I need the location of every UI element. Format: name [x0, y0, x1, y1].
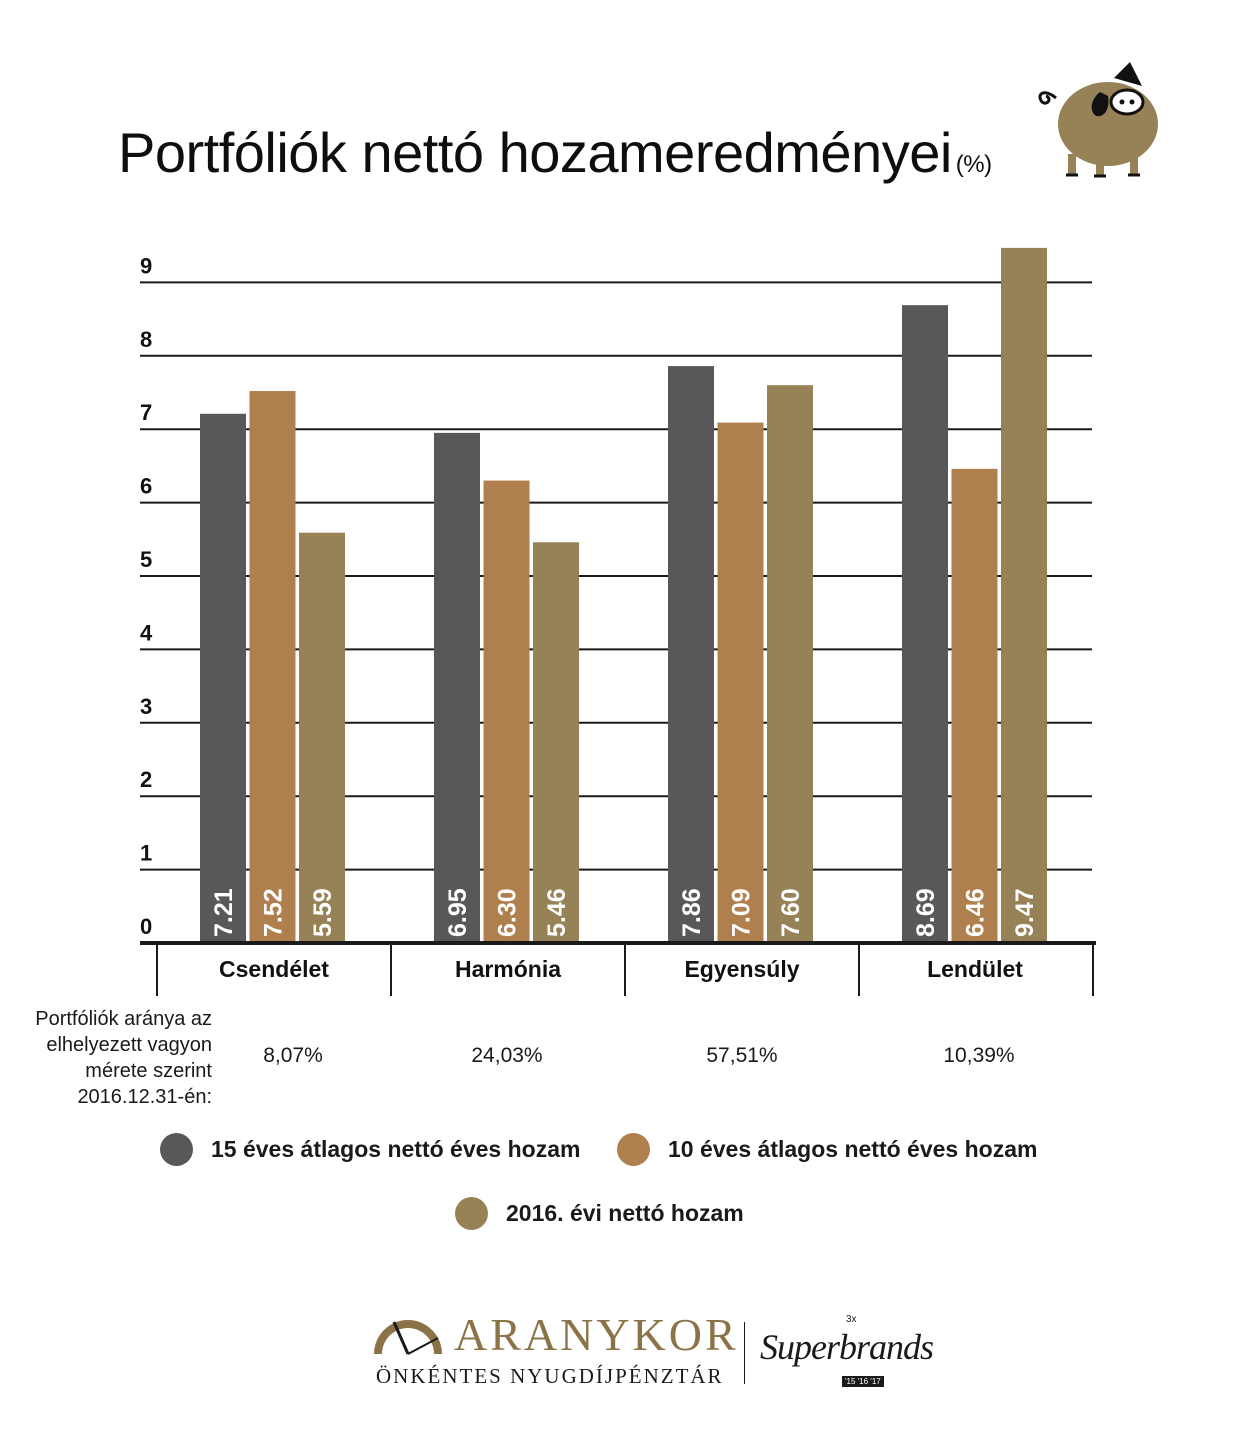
legend-dot-2016 [455, 1197, 488, 1230]
category-label: Csendélet [219, 956, 329, 982]
bar [434, 433, 480, 943]
legend-dot-10 [617, 1133, 650, 1166]
category-label: Harmónia [454, 956, 562, 982]
bar [533, 542, 579, 943]
ratio-value-csendelet: 8,07% [263, 1044, 323, 1067]
bar [902, 305, 948, 943]
bar-value-label: 7.52 [259, 888, 288, 937]
bar-value-label: 6.30 [493, 888, 522, 937]
y-tick-label-8: 8 [140, 326, 153, 352]
bar [299, 533, 345, 943]
ratio-value-egyensuly: 57,51% [706, 1044, 778, 1067]
bar-value-label: 5.59 [309, 888, 337, 937]
y-tick-label-9: 9 [140, 253, 153, 279]
bar-value-label: 7.09 [727, 888, 756, 937]
bar [484, 481, 530, 943]
legend-label-2016: 2016. évi nettó hozam [506, 1200, 744, 1226]
bar [767, 385, 813, 943]
bar-value-label: 6.95 [444, 888, 472, 937]
bar [718, 423, 764, 943]
legend-label-15: 15 éves átlagos nettó éves hozam [211, 1136, 581, 1162]
superbrands-years: '15 '16 '17 [842, 1376, 884, 1387]
ratio-value-harmonia: 24,03% [471, 1044, 543, 1067]
ratio-value-lendulet: 10,39% [943, 1044, 1015, 1067]
title-unit: (%) [955, 151, 992, 178]
legend-label-10: 10 éves átlagos nettó éves hozam [668, 1136, 1038, 1162]
y-tick-label-2: 2 [140, 767, 153, 793]
category-label: Lendület [927, 956, 1023, 982]
category-label: Egyensúly [684, 956, 800, 982]
bar [668, 366, 714, 943]
legend-item-2016 [455, 1197, 744, 1230]
bar [952, 469, 998, 943]
bar-value-label: 5.46 [543, 888, 571, 937]
bar [250, 391, 296, 943]
ratio-label: Portfóliók aránya az elhelyezett vagyon mérete szerint 2016.12.31-én: [35, 1008, 212, 1108]
y-tick-label-5: 5 [140, 547, 153, 572]
y-tick-label-7: 7 [140, 400, 153, 426]
brand-footer [372, 1309, 934, 1402]
superbrands-badge: 3x [846, 1314, 857, 1325]
bar [1001, 248, 1047, 943]
y-tick-label-3: 3 [140, 693, 153, 719]
bar-value-label: 7.60 [777, 888, 805, 937]
legend-item-10 [617, 1133, 1037, 1166]
bar [200, 414, 246, 943]
brand-subtitle: ÖNKÉNTES NYUGDÍJPÉNZTÁR [376, 1364, 724, 1388]
sundial-icon [372, 1314, 444, 1358]
legend-item-15 [160, 1133, 580, 1166]
y-tick-label-1: 1 [140, 840, 153, 866]
bar-value-label: 9.47 [1011, 888, 1039, 937]
bar-value-label: 6.46 [961, 888, 990, 937]
legend-dot-15 [160, 1133, 193, 1166]
superbrands-logo: Superbrands [760, 1327, 934, 1367]
y-tick-label-4: 4 [140, 620, 153, 646]
bar-value-label: 7.86 [678, 888, 706, 937]
y-tick-label-0: 0 [140, 914, 153, 939]
y-tick-label-6: 6 [140, 473, 153, 499]
bar-value-label: 7.21 [210, 888, 238, 937]
bar-value-label: 8.69 [912, 888, 940, 937]
brand-separator [744, 1322, 745, 1384]
title-text: Portfóliók nettó hozameredményei [118, 121, 952, 184]
brand-name: ARANYKOR [454, 1309, 739, 1360]
